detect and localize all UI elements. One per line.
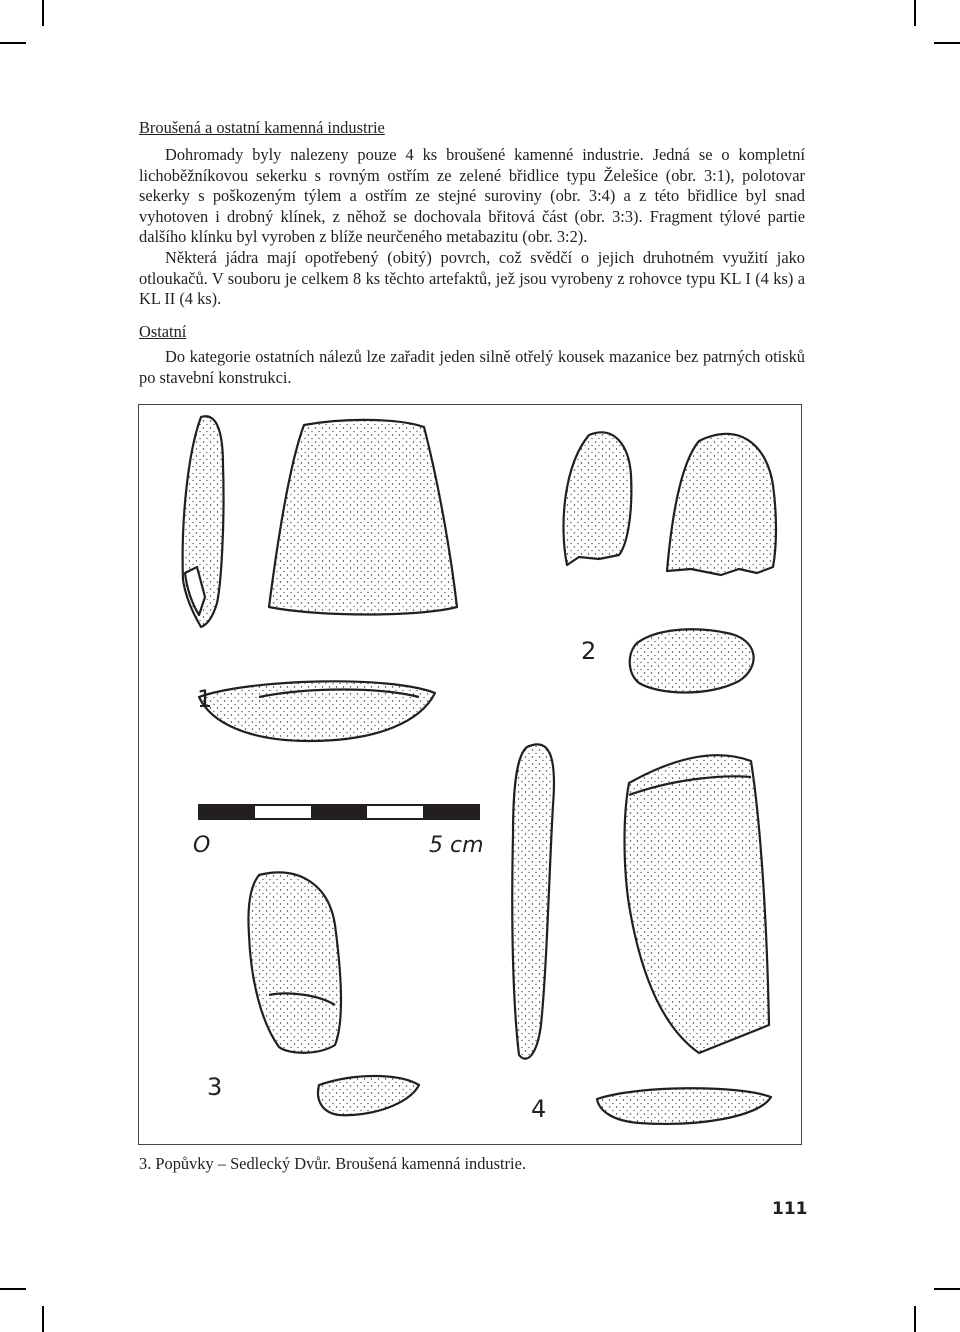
figure-label-2: 2 <box>581 637 597 665</box>
figure-caption: 3. Popůvky – Sedlecký Dvůr. Broušená kamenná industrie. <box>139 1154 526 1173</box>
other-body <box>139 347 805 388</box>
paragraph-3: Do kategorie ostatních nálezů lze zařadit jeden silně otřelý kousek mazanice bez patrných otisků po stavební konstrukci. <box>139 347 805 387</box>
scale-bar <box>199 805 479 819</box>
crop-mark-top-right-h <box>934 42 960 44</box>
artifact-4-section <box>597 1088 771 1124</box>
crop-mark-bottom-left <box>42 1306 44 1332</box>
figure-label-1: 1 <box>197 685 213 713</box>
artifact-2-profile <box>563 432 631 565</box>
artifact-drawings <box>139 405 802 1145</box>
artifact-1-face <box>269 420 457 615</box>
other-heading: Ostatní <box>139 322 187 341</box>
artifact-3-section <box>318 1076 419 1115</box>
artifact-3-face <box>248 872 341 1052</box>
crop-mark-bottom-left-h <box>0 1288 26 1290</box>
artifact-2-face <box>667 434 776 575</box>
page-number: 111 <box>772 1199 808 1219</box>
paragraph-1: Dohromady byly nalezeny pouze 4 ks broušené kamenné industrie. Jedná se o kompletní lichoběžníkovou sekerku s rovným ostřím ze zelené břidlice typu Želešice (obr. 3:1), polotovar sekerky s poškozeným týlem a ostřím ze stejné suroviny (obr. 3:4) a z této břidlice byl snad vyhotoven i drobný klínek, z něhož se dochovala břitová část (obr. 3:3). Fragment týlové partie dalšího klínku byl vyroben z blíže neurčeného metabazitu (obr. 3:2). <box>139 145 805 247</box>
paragraph-2: Některá jádra mají opotřebený (obitý) povrch, což svědčí o jejich druhotném využití jako otloukačů. V souboru je celkem 8 ks těchto artefaktů, jež jsou vyrobeny z rohovce typu KL I (4 ks) a KL II (4 ks). <box>139 247 805 309</box>
section-heading: Broušená a ostatní kamenná industrie <box>139 118 385 137</box>
crop-mark-top-left-h <box>0 42 26 44</box>
artifact-2-section <box>630 629 754 692</box>
figure-frame <box>138 404 802 1145</box>
section-body <box>139 145 805 310</box>
crop-mark-bottom-right-h <box>934 1288 960 1290</box>
scale-end-label: 5 cm <box>429 833 484 858</box>
figure-label-3: 3 <box>207 1073 223 1101</box>
scale-start-label: O <box>193 833 211 858</box>
artifact-4-profile <box>512 744 554 1058</box>
figure-label-4: 4 <box>531 1095 547 1123</box>
artifact-4-face <box>625 755 770 1053</box>
crop-mark-top-left <box>42 0 44 26</box>
crop-mark-bottom-right <box>914 1306 916 1332</box>
crop-mark-top-right <box>914 0 916 26</box>
